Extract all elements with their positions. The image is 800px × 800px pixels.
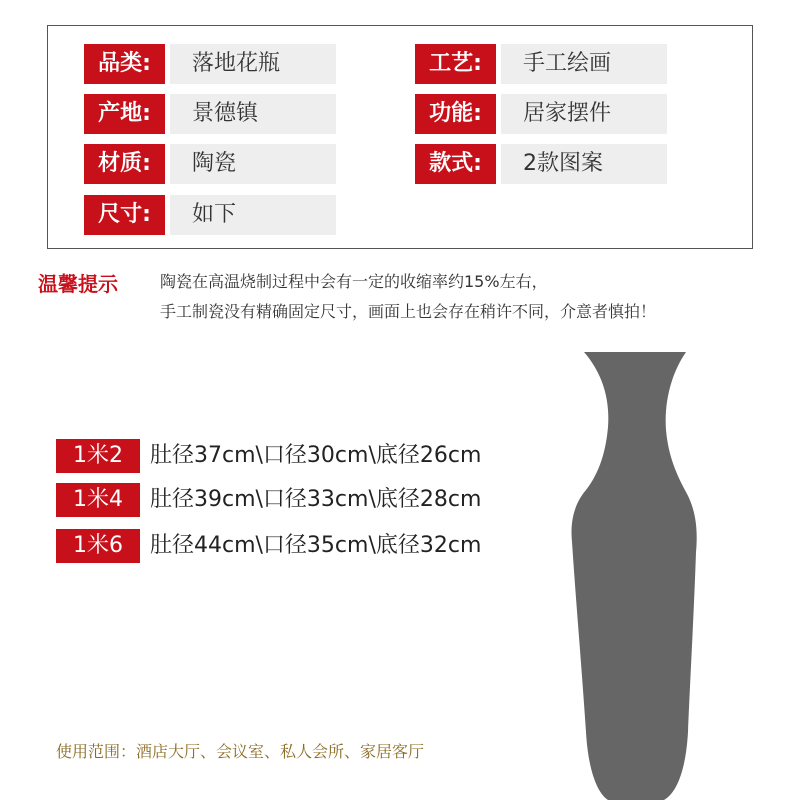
notice-title: 温馨提示	[38, 272, 118, 296]
spec-label: 尺寸:	[84, 195, 165, 235]
size-tag: 1米4	[56, 483, 140, 517]
spec-label: 品类:	[84, 44, 165, 84]
spec-value: 手工绘画	[501, 44, 667, 84]
spec-value: 如下	[170, 195, 336, 235]
spec-value: 景德镇	[170, 94, 336, 134]
size-tag: 1米2	[56, 439, 140, 473]
notice-line-2: 手工制瓷没有精确固定尺寸，画面上也会存在稍许不同，介意者慎拍！	[160, 302, 657, 321]
spec-label: 功能:	[415, 94, 496, 134]
spec-value: 居家摆件	[501, 94, 667, 134]
spec-label: 工艺:	[415, 44, 496, 84]
size-dimensions: 肚径37cm\口径30cm\底径26cm	[150, 443, 482, 468]
spec-table	[47, 25, 753, 249]
spec-label: 产地:	[84, 94, 165, 134]
usage-scope: 使用范围：酒店大厅、会议室、私人会所、家居客厅	[56, 742, 425, 761]
spec-label: 款式:	[415, 144, 496, 184]
vase-silhouette	[568, 352, 704, 800]
spec-value: 2款图案	[501, 144, 667, 184]
notice-line-1: 陶瓷在高温烧制过程中会有一定的收缩率约15%左右，	[160, 272, 548, 291]
spec-label: 材质:	[84, 144, 165, 184]
size-dimensions: 肚径44cm\口径35cm\底径32cm	[150, 533, 482, 558]
spec-value: 落地花瓶	[170, 44, 336, 84]
vase-shape	[572, 352, 697, 800]
spec-value: 陶瓷	[170, 144, 336, 184]
size-tag: 1米6	[56, 529, 140, 563]
size-dimensions: 肚径39cm\口径33cm\底径28cm	[150, 487, 482, 512]
